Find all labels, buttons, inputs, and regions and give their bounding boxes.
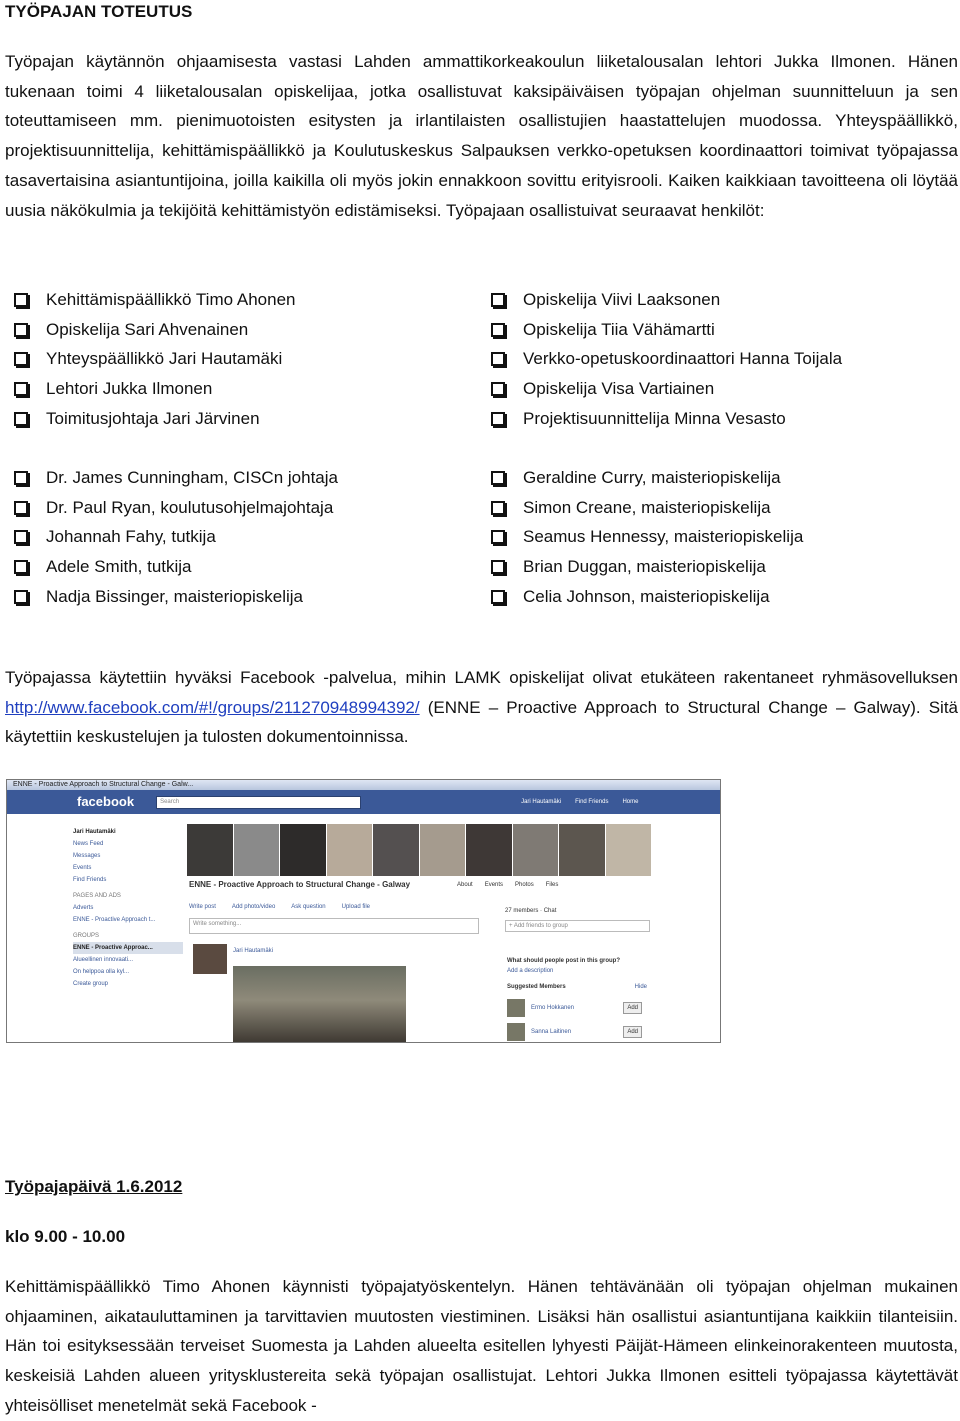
add-friends-field: + Add friends to group xyxy=(505,920,650,932)
checkbox-icon xyxy=(491,382,505,396)
list-item: Dr. Paul Ryan, koulutusohjelmajohtaja xyxy=(8,493,338,523)
checkbox-icon xyxy=(491,560,505,574)
post-photo xyxy=(233,966,406,1042)
checkbox-icon xyxy=(491,501,505,515)
list-item: Adele Smith, tutkija xyxy=(8,552,338,582)
checkbox-icon xyxy=(14,471,28,485)
group-cover-photos xyxy=(187,824,652,876)
write-post-field: Write something... xyxy=(189,918,479,934)
day-heading: Työpajapäivä 1.6.2012 xyxy=(5,1177,183,1196)
left-nav: Jari Hautamäki News Feed Messages Events Find Friends PAGES AND ADS Adverts ENNE - Proactive Approach t... GROUPS ENNE - Proactive Approac... Alueellinen innovaati... On helppoa olla kyl... Create group xyxy=(73,826,183,990)
checkbox-icon xyxy=(491,352,505,366)
checkbox-icon xyxy=(14,501,28,515)
checkbox-icon xyxy=(491,590,505,604)
top-nav: Jari Hautamäki Find Friends Home xyxy=(521,799,639,805)
list-item: Yhteyspäällikkö Jari Hautamäki xyxy=(8,344,295,374)
list-item: Opiskelija Visa Vartiainen xyxy=(485,374,842,404)
checkbox-icon xyxy=(14,382,28,396)
suggested-members-heading: Suggested Members Hide xyxy=(507,984,647,990)
avatar xyxy=(193,944,227,974)
list-item: Toimitusjohtaja Jari Järvinen xyxy=(8,404,295,434)
list-item: Geraldine Curry, maisteriopiskelija xyxy=(485,463,803,493)
section-title: TYÖPAJAN TOTEUTUS xyxy=(5,2,193,21)
day-paragraph: Kehittämispäällikkö Timo Ahonen käynnisti työpajatyöskentelyn. Hänen tehtävänään oli työpajan ohjelman mukainen ohjaaminen, aikatauluttaminen ja tarvittavien muutosten viestiminen. Lisäksi hän osallistui asiantuntijana kaikkiin tilanteisiin. Hän toi esityksessään terveiset Suomesta ja Lahden alueelta esitellen lyhyesti Päijät-Hämeen elinkeinorakenteen muutosta, keskeisiä Lahden alueen yritysklustereita sekä työpajan osallistujat. Lehtori Jukka Ilmonen esitteli työpajassa käytettävät yhteisölliset menetelmät sekä Facebook - xyxy=(5,1277,958,1415)
group-tabs: About Events Photos Files xyxy=(457,882,559,888)
facebook-group-screenshot xyxy=(6,779,721,1043)
participant-list-ireland-left xyxy=(8,463,338,611)
intro-paragraph: Työpajan käytännön ohjaamisesta vastasi Lahden ammattikorkeakoulun liiketalousalan lehtori Jukka Ilmonen. Hänen tukenaan toimi 4 liiketalousalan opiskelijaa, jotka osallistuvat kaksipäiväisen työpajan ohjelman suunnitteluun ja sen toteuttamiseen mm. pienimuotoisten esitysten ja irlantilaisten osallistujien haastattelujen muodossa. Yhteyspäällikkö, projektisuunnittelija, kehittämispäällikkö ja Koulutuskeskus Salpauksen verkko-opetuksen koordinaattori toimivat työpajassa tasavertaisina asiantuntijoina, joilla kaikilla oli myös jokin ennakkoon sovittu erityisrooli. Kaiken kaikkiaan tavoitteena oli löytää uusia näkökulmia ja tekijöitä kehittämistyön edistämiseksi. Työpajaan osallistuivat seuraavat henkilöt: xyxy=(5,52,958,220)
checkbox-icon xyxy=(491,293,505,307)
facebook-header xyxy=(7,790,720,814)
avatar xyxy=(507,999,525,1017)
checkbox-icon xyxy=(491,471,505,485)
facebook-group-link[interactable]: http://www.facebook.com/#!/groups/211270948994392/ xyxy=(5,697,420,717)
search-input: Search xyxy=(156,796,361,809)
list-item: Johannah Fahy, tutkija xyxy=(8,522,338,552)
checkbox-icon xyxy=(14,590,28,604)
participant-list-ireland-right xyxy=(485,463,803,611)
checkbox-icon xyxy=(14,352,28,366)
list-item: Lehtori Jukka Ilmonen xyxy=(8,374,295,404)
list-item: Brian Duggan, maisteriopiskelija xyxy=(485,552,803,582)
list-item: Projektisuunnittelija Minna Vesasto xyxy=(485,404,842,434)
checkbox-icon xyxy=(14,323,28,337)
add-button: Add xyxy=(623,1002,642,1014)
list-item: Opiskelija Viivi Laaksonen xyxy=(485,285,842,315)
participant-list-finland-right xyxy=(485,285,842,433)
avatar xyxy=(507,1023,525,1041)
checkbox-icon xyxy=(14,530,28,544)
post-author: Jari Hautamäki xyxy=(233,948,274,954)
suggested-member-row: Sanna Laitinen Add xyxy=(507,1022,642,1042)
participant-list-finland-left xyxy=(8,285,295,433)
checkbox-icon xyxy=(491,530,505,544)
add-button: Add xyxy=(623,1026,642,1038)
list-item: Verkko-opetuskoordinaattori Hanna Toijala xyxy=(485,344,842,374)
checkbox-icon xyxy=(14,293,28,307)
checkbox-icon xyxy=(491,412,505,426)
checkbox-icon xyxy=(14,412,28,426)
suggested-member-row: Ermo Hokkanen Add xyxy=(507,998,642,1018)
list-item: Dr. James Cunningham, CISCn johtaja xyxy=(8,463,338,493)
facebook-paragraph: Työpajassa käytettiin hyväksi Facebook -palvelua, mihin LAMK opiskelijat olivat etukäteen rakentaneet ryhmäsovelluksen http://www.facebook.com/#!/groups/211270948994392/ (ENNE – Proactive Approach to Structural Change – Galway). Sitä käytettiin keskustelujen ja tulosten dokumentoinnissa. xyxy=(5,668,958,747)
checkbox-icon xyxy=(14,560,28,574)
browser-tab-bar: ENNE - Proactive Approach to Structural Change - Galw... xyxy=(7,780,720,790)
list-item: Seamus Hennessy, maisteriopiskelija xyxy=(485,522,803,552)
list-item: Kehittämispäällikkö Timo Ahonen xyxy=(8,285,295,315)
time-heading: klo 9.00 - 10.00 xyxy=(5,1227,126,1246)
member-count: 27 members · Chat xyxy=(505,908,557,914)
checkbox-icon xyxy=(491,323,505,337)
list-item: Celia Johnson, maisteriopiskelija xyxy=(485,582,803,612)
group-description-prompt: What should people post in this group? Add a description xyxy=(507,958,620,974)
list-item: Opiskelija Tiia Vähämartti xyxy=(485,315,842,345)
list-item: Opiskelija Sari Ahvenainen xyxy=(8,315,295,345)
facebook-logo: facebook xyxy=(77,794,135,809)
post-actions: Write post Add photo/video Ask question Upload file xyxy=(189,904,370,910)
group-title: ENNE - Proactive Approach to Structural Change - Galway xyxy=(189,880,411,889)
list-item: Simon Creane, maisteriopiskelija xyxy=(485,493,803,523)
list-item: Nadja Bissinger, maisteriopiskelija xyxy=(8,582,338,612)
